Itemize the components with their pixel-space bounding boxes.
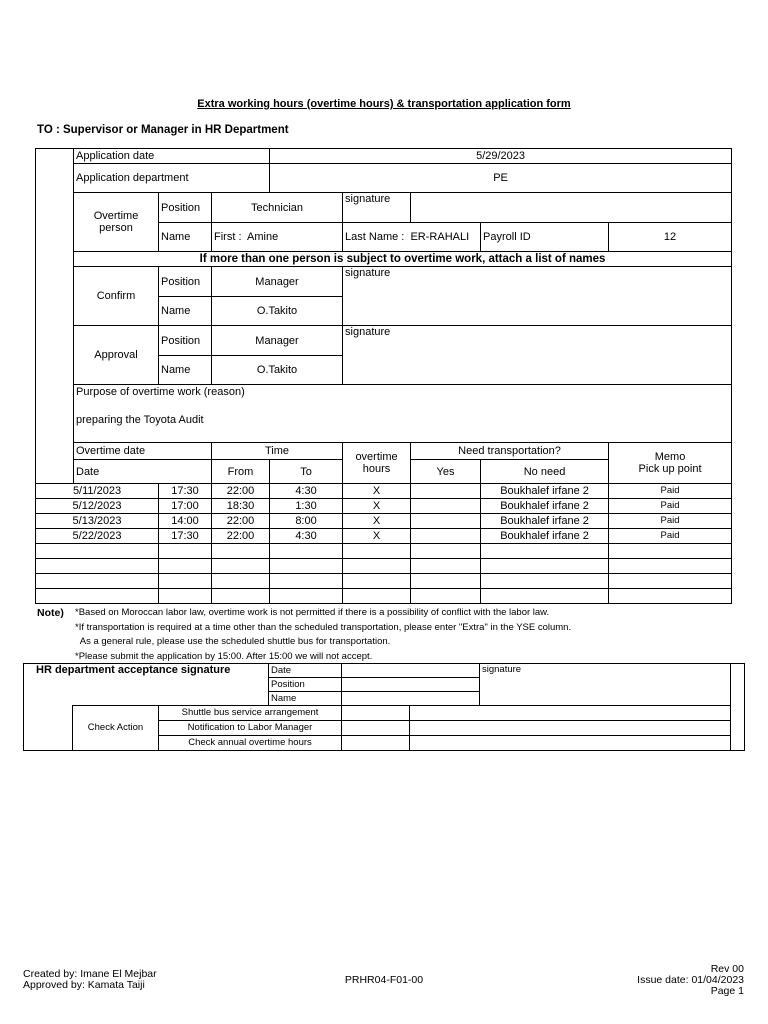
overtime-yes-cell[interactable]: [343, 544, 411, 559]
time-header: Time: [212, 443, 343, 460]
confirm-signature-label: signature: [345, 267, 391, 279]
overtime-to-cell[interactable]: [212, 559, 270, 574]
approval-signature-field[interactable]: [343, 326, 732, 385]
overtime-row: [36, 544, 732, 559]
confirm-name-value[interactable]: O.Takito: [212, 297, 343, 326]
overtime-paid-cell[interactable]: [609, 589, 732, 604]
overtime-from-cell[interactable]: 17:00: [159, 499, 212, 514]
no-need-subheader: No need: [481, 460, 609, 484]
approval-label: Approval: [74, 326, 159, 385]
overtime-hours-cell[interactable]: 1:30: [270, 499, 343, 514]
hr-title: HR department acceptance signature: [24, 664, 269, 706]
overtime-row: [36, 559, 732, 574]
approval-signature-label: signature: [345, 326, 391, 338]
overtime-from-cell[interactable]: 17:30: [159, 484, 212, 499]
overtime-memo-cell[interactable]: Boukhalef irfane 2: [481, 514, 609, 529]
overtime-from-cell[interactable]: [159, 574, 212, 589]
overtime-memo-cell[interactable]: [481, 589, 609, 604]
last-name-label: Last Name :: [345, 231, 405, 243]
overtime-to-cell[interactable]: [212, 544, 270, 559]
overtime-memo-cell[interactable]: Boukhalef irfane 2: [481, 499, 609, 514]
application-form-table: [35, 148, 732, 604]
overtime-person-label: Overtime person: [74, 193, 159, 252]
hr-acceptance-table: [23, 663, 745, 751]
overtime-last-name[interactable]: [343, 223, 481, 252]
overtime-to-cell[interactable]: [212, 589, 270, 604]
confirm-position-value[interactable]: Manager: [212, 267, 343, 297]
overtime-hours-header: overtime hours: [343, 443, 411, 484]
overtime-from-cell[interactable]: [159, 559, 212, 574]
overtime-yes-cell[interactable]: [343, 574, 411, 589]
annual-overtime-label: Check annual overtime hours: [159, 736, 342, 751]
overtime-hours-cell[interactable]: [270, 574, 343, 589]
shuttle-arrangement-label: Shuttle bus service arrangement: [159, 706, 342, 721]
note-line: *Please submit the application by 15:00. After 15:00 we will not accept.: [75, 650, 373, 662]
note-line: As a general rule, please use the scheduled shuttle bus for transportation.: [75, 636, 391, 647]
overtime-date-cell[interactable]: 5/11/2023: [36, 484, 159, 499]
overtime-paid-cell[interactable]: [609, 574, 732, 589]
overtime-paid-cell[interactable]: [609, 544, 732, 559]
overtime-row: [36, 514, 732, 529]
overtime-row: [36, 529, 732, 544]
to-line: TO : Supervisor or Manager in HR Department: [37, 124, 289, 136]
check-action-label: Check Action: [73, 706, 159, 751]
overtime-position-label: Position: [159, 193, 212, 223]
memo-header: [609, 443, 732, 484]
overtime-to-cell[interactable]: 22:00: [212, 514, 270, 529]
overtime-no-cell[interactable]: [411, 559, 481, 574]
overtime-memo-cell[interactable]: [481, 574, 609, 589]
application-date-value[interactable]: 5/29/2023: [270, 149, 732, 164]
approved-by: Approved by: Kamata Taiji: [23, 979, 145, 991]
overtime-hours-cell[interactable]: [270, 589, 343, 604]
approval-position-label: Position: [159, 326, 212, 356]
purpose-field[interactable]: [74, 385, 732, 443]
revision: Rev 00: [710, 963, 744, 975]
left-margin-cell: [36, 149, 74, 484]
overtime-position-value[interactable]: Technician: [212, 193, 343, 223]
overtime-no-cell[interactable]: [411, 529, 481, 544]
overtime-from-cell[interactable]: 17:30: [159, 529, 212, 544]
hr-date-label: Date: [269, 664, 342, 678]
overtime-hours-cell[interactable]: 4:30: [270, 529, 343, 544]
overtime-date-cell[interactable]: 5/22/2023: [36, 529, 159, 544]
hr-date-field[interactable]: [342, 664, 480, 678]
overtime-row: [36, 499, 732, 514]
hr-signature-label: signature: [482, 664, 522, 675]
overtime-yes-cell[interactable]: X: [343, 529, 411, 544]
application-department-value[interactable]: PE: [270, 164, 732, 193]
overtime-to-cell[interactable]: 18:30: [212, 499, 270, 514]
issue-date: Issue date: 01/04/2023: [637, 974, 744, 986]
hr-position-field[interactable]: [342, 678, 480, 692]
notes-section: [37, 606, 737, 666]
overtime-hours-cell[interactable]: 8:00: [270, 514, 343, 529]
notify-labor-manager-label: Notification to Labor Manager: [159, 721, 342, 736]
payroll-id-label: Payroll ID: [481, 223, 609, 252]
hr-name-label: Name: [269, 692, 342, 706]
overtime-date-cell[interactable]: [36, 544, 159, 559]
footer-right: [637, 964, 744, 997]
overtime-yes-cell[interactable]: X: [343, 514, 411, 529]
approval-name-label: Name: [159, 356, 212, 385]
approval-name-value[interactable]: O.Takito: [212, 356, 343, 385]
overtime-paid-cell[interactable]: Paid: [609, 514, 732, 529]
overtime-memo-cell[interactable]: Boukhalef irfane 2: [481, 529, 609, 544]
overtime-no-cell[interactable]: [411, 589, 481, 604]
overtime-paid-cell[interactable]: Paid: [609, 499, 732, 514]
hr-right-margin: [731, 664, 745, 751]
shuttle-check-field[interactable]: [342, 706, 410, 721]
overtime-no-cell[interactable]: [411, 544, 481, 559]
pickup-label: Pick up point: [638, 463, 702, 475]
overtime-yes-cell[interactable]: X: [343, 484, 411, 499]
overtime-date-cell[interactable]: [36, 559, 159, 574]
annual-check-field[interactable]: [342, 736, 410, 751]
shuttle-notes-field[interactable]: [410, 706, 731, 721]
last-name-value: ER-RAHALI: [410, 231, 470, 243]
form-code: PRHR04-F01-00: [344, 974, 424, 986]
overtime-yes-cell[interactable]: [343, 559, 411, 574]
overtime-from-cell[interactable]: 14:00: [159, 514, 212, 529]
hr-name-field[interactable]: [342, 692, 480, 706]
overtime-first-name[interactable]: [212, 223, 343, 252]
notify-notes-field[interactable]: [410, 721, 731, 736]
purpose-label: Purpose of overtime work (reason): [76, 386, 245, 398]
purpose-value: preparing the Toyota Audit: [76, 414, 204, 426]
overtime-hours-cell[interactable]: 4:30: [270, 484, 343, 499]
note-line: *If transportation is required at a time other than the scheduled transportation, please enter "Extra" in the YSE column.: [75, 621, 572, 633]
notify-check-field[interactable]: [342, 721, 410, 736]
overtime-paid-cell[interactable]: Paid: [609, 529, 732, 544]
overtime-yes-cell[interactable]: [343, 589, 411, 604]
to-subheader: To: [270, 460, 343, 484]
overtime-from-cell[interactable]: [159, 544, 212, 559]
confirm-position-label: Position: [159, 267, 212, 297]
overtime-memo-cell[interactable]: [481, 559, 609, 574]
overtime-no-cell[interactable]: [411, 574, 481, 589]
overtime-name-label: Name: [159, 223, 212, 252]
note-line: *Based on Moroccan labor law, overtime work is not permitted if there is a possibility of conflict with the labor law.: [75, 607, 550, 618]
confirm-label: Confirm: [74, 267, 159, 326]
memo-label: Memo: [654, 451, 686, 463]
hr-signature-field[interactable]: [480, 664, 731, 706]
confirm-signature-field[interactable]: [343, 267, 732, 326]
payroll-id-value[interactable]: 12: [609, 223, 732, 252]
application-date-label: Application date: [74, 149, 270, 164]
overtime-no-cell[interactable]: [411, 499, 481, 514]
confirm-name-label: Name: [159, 297, 212, 326]
hr-position-label: Position: [269, 678, 342, 692]
notes-label: Note): [37, 607, 64, 619]
yes-subheader: Yes: [411, 460, 481, 484]
overtime-hours-cell[interactable]: [270, 544, 343, 559]
overtime-to-cell[interactable]: 22:00: [212, 484, 270, 499]
multi-person-note: If more than one person is subject to overtime work, attach a list of names: [74, 252, 732, 267]
overtime-memo-cell[interactable]: [481, 544, 609, 559]
overtime-date-cell[interactable]: [36, 574, 159, 589]
overtime-to-cell[interactable]: 22:00: [212, 529, 270, 544]
overtime-paid-cell[interactable]: Paid: [609, 484, 732, 499]
overtime-paid-cell[interactable]: [609, 559, 732, 574]
overtime-signature-field[interactable]: [411, 193, 732, 223]
application-department-label: Application department: [74, 164, 270, 193]
overtime-no-cell[interactable]: [411, 484, 481, 499]
overtime-date-cell[interactable]: 5/13/2023: [36, 514, 159, 529]
overtime-signature-label: signature: [343, 193, 411, 223]
overtime-yes-cell[interactable]: X: [343, 499, 411, 514]
date-subheader: Date: [74, 460, 212, 484]
approval-position-value[interactable]: Manager: [212, 326, 343, 356]
first-name-label: First :: [214, 231, 242, 243]
overtime-row: [36, 574, 732, 589]
first-name-value: Amine: [247, 231, 279, 243]
overtime-memo-cell[interactable]: Boukhalef irfane 2: [481, 484, 609, 499]
page-number: Page 1: [710, 985, 744, 997]
form-title: Extra working hours (overtime hours) & transportation application form: [197, 98, 571, 110]
overtime-date-cell[interactable]: 5/12/2023: [36, 499, 159, 514]
overtime-to-cell[interactable]: [212, 574, 270, 589]
overtime-row: [36, 484, 732, 499]
overtime-date-cell[interactable]: [36, 589, 159, 604]
overtime-date-header: Overtime date: [74, 443, 212, 460]
need-transportation-header: Need transportation?: [411, 443, 609, 460]
overtime-from-cell[interactable]: [159, 589, 212, 604]
annual-notes-field[interactable]: [410, 736, 731, 751]
overtime-no-cell[interactable]: [411, 514, 481, 529]
from-subheader: From: [212, 460, 270, 484]
hr-left-blank: [24, 706, 73, 751]
overtime-hours-cell[interactable]: [270, 559, 343, 574]
created-by: Created by: Imane El Mejbar: [23, 968, 157, 980]
overtime-row: [36, 589, 732, 604]
